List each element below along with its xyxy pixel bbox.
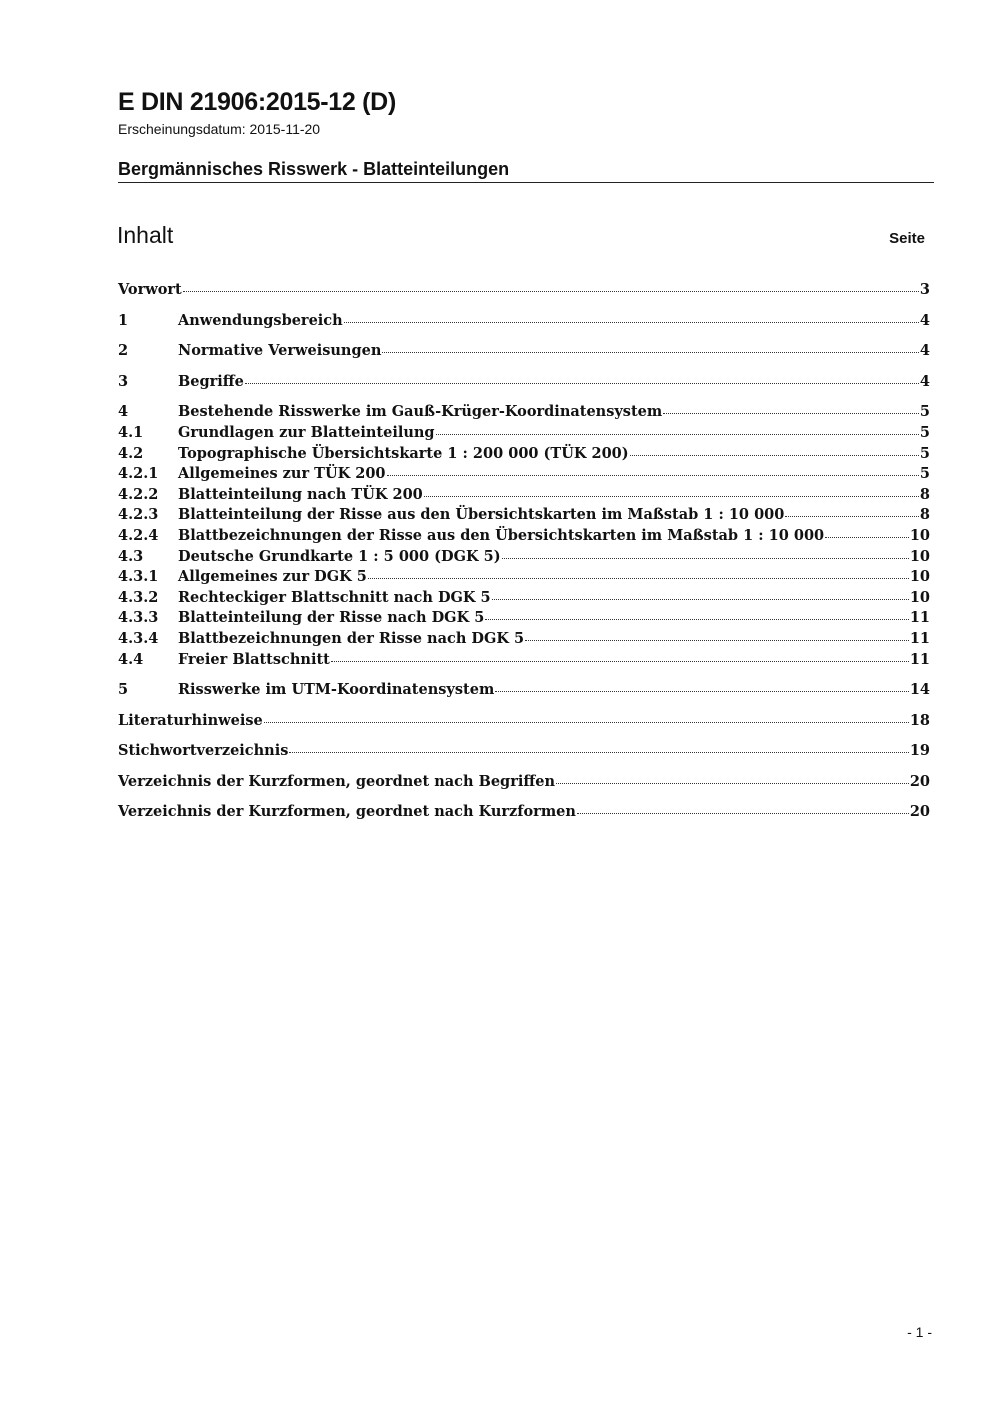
toc-entry-title: Grundlagen zur Blatteinteilung: [178, 423, 435, 441]
document-title: Bergmännisches Risswerk - Blatteinteilungen: [118, 159, 510, 179]
toc-entry-page: 10: [909, 568, 930, 586]
toc-entry-number: 4.2: [118, 444, 144, 462]
toc-dot-leader: [183, 291, 919, 292]
toc-entry-title: Bestehende Risswerke im Gauß-Krüger-Koordinatensystem: [178, 403, 663, 421]
toc-entry-number: 4.3.4: [118, 629, 159, 647]
toc-entry-1[interactable]: [118, 311, 930, 332]
toc-entry-page: 4: [919, 372, 930, 390]
toc-dot-leader: [344, 322, 919, 323]
publication-date: Erscheinungsdatum: 2015-11-20: [118, 121, 321, 137]
toc-entry-page: 8: [919, 506, 930, 524]
toc-entry-5[interactable]: [118, 680, 930, 701]
toc-entry-4-3[interactable]: [118, 547, 930, 568]
toc-entry-page: 11: [909, 650, 930, 668]
toc-dot-leader: [785, 516, 919, 517]
toc-dot-leader: [825, 537, 909, 538]
toc-entry-title: Blattbezeichnungen der Risse nach DGK 5: [178, 629, 525, 647]
toc-entry-title: Vorwort: [118, 281, 182, 298]
toc-dot-leader: [382, 352, 919, 353]
toc-entry-number: 4.3: [118, 547, 144, 565]
toc-entry-4-2-3[interactable]: [118, 505, 930, 526]
toc-entry-page: 5: [919, 465, 930, 483]
toc-entry-title: Freier Blattschnitt: [178, 650, 330, 668]
toc-entry-title: Begriffe: [178, 372, 244, 390]
toc-entry-page: 18: [909, 711, 930, 729]
toc-entry-number: 4.3.3: [118, 609, 159, 627]
page-number: - 1 -: [907, 1324, 932, 1340]
toc-entry-title: Allgemeines zur DGK 5: [178, 568, 367, 586]
toc-dot-leader: [502, 558, 909, 559]
toc-entry-4-2[interactable]: [118, 444, 930, 465]
toc-entry-title: Blatteinteilung der Risse nach DGK 5: [178, 609, 485, 627]
toc-entry-number: 4.1: [118, 423, 144, 441]
toc-entry-page: 20: [909, 772, 930, 790]
toc-entry-page: 11: [909, 609, 930, 627]
toc-entry-page: 8: [919, 485, 930, 503]
toc-entry-page: 11: [909, 629, 930, 647]
toc-entry-page: 10: [909, 547, 930, 565]
toc-entry-page: 10: [909, 588, 930, 606]
toc-entry-title: Risswerke im UTM-Koordinatensystem: [178, 681, 495, 699]
toc-entry-title: Blatteinteilung der Risse aus den Übersichtskarten im Maßstab 1 : 10 000: [178, 506, 785, 524]
table-of-contents: [118, 280, 930, 823]
toc-dot-leader: [577, 813, 909, 814]
toc-entry-4[interactable]: [118, 402, 930, 423]
toc-dot-leader: [663, 413, 919, 414]
toc-entry-number: 5: [118, 681, 129, 699]
toc-entry-title: Stichwortverzeichnis: [118, 742, 289, 760]
toc-dot-leader: [424, 496, 919, 497]
toc-entry-title: Literaturhinweise: [118, 711, 263, 729]
toc-entry-number: 4.3.1: [118, 568, 159, 586]
toc-dot-leader: [525, 640, 909, 641]
title-divider: [118, 182, 934, 183]
toc-entry-number: 1: [118, 311, 129, 329]
toc-entry-number: 4.2.1: [118, 465, 159, 483]
toc-entry-4-2-4[interactable]: [118, 526, 930, 547]
toc-entry-title: Blattbezeichnungen der Risse aus den Übersichtskarten im Maßstab 1 : 10 000: [178, 526, 825, 544]
toc-entry-page: 5: [919, 444, 930, 462]
toc-page-column-label: Seite: [889, 230, 925, 247]
toc-entry-number: 4.4: [118, 650, 144, 668]
toc-dot-leader: [368, 578, 909, 579]
toc-entry-4-4[interactable]: [118, 650, 930, 671]
toc-entry-kurzformen-begriffe[interactable]: [118, 772, 930, 793]
toc-entry-number: 4.2.4: [118, 526, 159, 544]
toc-entry-page: 5: [919, 403, 930, 421]
toc-entry-stichwortverzeichnis[interactable]: [118, 741, 930, 762]
toc-entry-2[interactable]: [118, 341, 930, 362]
toc-dot-leader: [264, 722, 909, 723]
toc-entry-title: Blatteinteilung nach TÜK 200: [178, 485, 423, 503]
toc-entry-4-2-1[interactable]: [118, 464, 930, 485]
toc-entry-title: Anwendungsbereich: [178, 311, 343, 329]
toc-entry-title: Verzeichnis der Kurzformen, geordnet nach Kurzformen: [118, 803, 576, 821]
toc-entry-title: Rechteckiger Blattschnitt nach DGK 5: [178, 588, 491, 606]
toc-entry-title: Deutsche Grundkarte 1 : 5 000 (DGK 5): [178, 547, 501, 565]
toc-dot-leader: [331, 661, 909, 662]
toc-entry-4-3-3[interactable]: [118, 608, 930, 629]
toc-dot-leader: [436, 434, 919, 435]
toc-entry-page: 10: [909, 526, 930, 544]
toc-entry-page: 14: [909, 681, 930, 699]
toc-entry-number: 2: [118, 342, 129, 360]
toc-entry-4-3-1[interactable]: [118, 567, 930, 588]
toc-entry-number: 4.3.2: [118, 588, 159, 606]
toc-heading: Inhalt: [117, 222, 174, 248]
toc-entry-title: Verzeichnis der Kurzformen, geordnet nach Begriffen: [118, 772, 556, 790]
toc-entry-page: 5: [919, 423, 930, 441]
toc-entry-page: 4: [919, 342, 930, 360]
toc-dot-leader: [289, 752, 908, 753]
toc-entry-4-1[interactable]: [118, 423, 930, 444]
toc-dot-leader: [492, 599, 909, 600]
toc-dot-leader: [245, 383, 919, 384]
toc-dot-leader: [495, 691, 909, 692]
toc-entry-vorwort[interactable]: [118, 280, 930, 301]
toc-entry-page: 3: [919, 281, 930, 298]
toc-entry-page: 20: [909, 803, 930, 821]
toc-entry-number: 3: [118, 372, 129, 390]
toc-entry-kurzformen-kurzformen[interactable]: [118, 802, 930, 823]
toc-dot-leader: [630, 455, 919, 456]
toc-entry-literaturhinweise[interactable]: [118, 711, 930, 732]
toc-entry-title: Allgemeines zur TÜK 200: [178, 465, 386, 483]
toc-dot-leader: [387, 475, 919, 476]
toc-entry-number: 4: [118, 403, 129, 421]
toc-entry-4-2-2[interactable]: [118, 485, 930, 506]
toc-entry-4-3-4[interactable]: [118, 629, 930, 650]
toc-entry-number: 4.2.3: [118, 506, 159, 524]
toc-entry-page: 4: [919, 311, 930, 329]
toc-entry-3[interactable]: [118, 372, 930, 393]
toc-entry-4-3-2[interactable]: [118, 588, 930, 609]
toc-entry-number: 4.2.2: [118, 485, 159, 503]
toc-entry-title: Normative Verweisungen: [178, 342, 382, 360]
document-id: E DIN 21906:2015-12 (D): [118, 88, 396, 116]
toc-dot-leader: [556, 783, 909, 784]
toc-entry-title: Topographische Übersichtskarte 1 : 200 000 (TÜK 200): [178, 444, 629, 462]
toc-dot-leader: [485, 619, 909, 620]
toc-entry-page: 19: [909, 742, 930, 760]
